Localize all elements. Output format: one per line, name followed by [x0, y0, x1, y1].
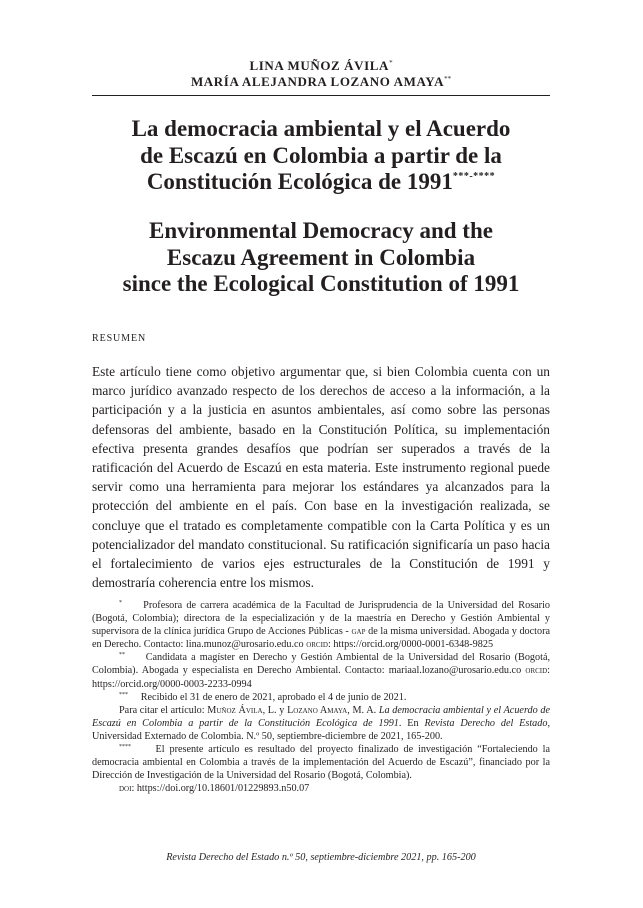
doi-link[interactable]: : https://doi.org/10.18601/01229893.n50.07 — [131, 783, 310, 795]
author-2-footnote-mark[interactable]: ** — [444, 75, 452, 83]
footnote-2-text: Candidata a magíster en Derecho y Gestión Ambiental de la Universidad del Rosario (Bogotá, Colombia). Abogada y especialista en Derecho Ambiental. Contacto: mariaal.lozano@urosario.edu.co — [92, 652, 551, 677]
title-footnote-mark[interactable]: ***-**** — [452, 171, 496, 182]
footnote-1-orcid-label: orcid — [306, 639, 328, 651]
title-english — [92, 218, 550, 298]
footnote-1-text-2: de la misma universidad. Abogada y doctora en Derecho. Contacto: lina.munoz@urosario.edu.co — [92, 626, 550, 651]
footnote-1 — [92, 599, 550, 651]
citation-prefix: Para citar el artículo: — [119, 704, 205, 716]
citation-author-1: Muñoz Ávila — [207, 704, 263, 716]
citation-rest: , Universidad Externado de Colombia. N.º 50, septiembre-diciembre de 2021, 165-200. — [92, 717, 550, 742]
footnote-2-mark: ** — [119, 652, 125, 659]
footnote-2-orcid-link[interactable]: : https://orcid.org/0000-0003-2233-0994 — [92, 665, 551, 690]
footnotes — [92, 599, 550, 795]
author-1-name: LINA MUÑOZ ÁVILA — [249, 58, 390, 73]
citation-journal: Revista Derecho del Estado — [424, 717, 548, 729]
footnote-1-mark: * — [119, 600, 122, 606]
footnote-3-citation — [92, 704, 550, 743]
title-en-line-2: Escazu Agreement in Colombia — [166, 244, 476, 270]
footnote-1-orcid-link[interactable]: : https://orcid.org/0000-0001-6348-9825 — [327, 639, 494, 651]
title-es-line-3: Constitución Ecológica de 1991 — [146, 169, 453, 194]
citation-after: , M. A. — [347, 704, 377, 716]
citation-title: La democracia ambiental y el Acuerdo de Escazú en Colombia a partir de la Constitución Ecológica de 1991 — [92, 704, 551, 729]
footnote-4-text: El presente artículo es resultado del proyecto finalizado de investigación “Fortaleciendo la democracia ambiental en Colombia a través de la implementación del Acuerdo de Escazú”, financiado por la Dirección de Investigación de la Universidad del Rosario (Bogotá, Colombia). — [92, 744, 551, 782]
footnote-4 — [92, 743, 550, 782]
footnote-3-received: Recibido el 31 de enero de 2021, aprobado el 4 de junio de 2021. — [140, 691, 407, 703]
citation-mid: , L. y — [262, 704, 285, 716]
citation-author-2: Lozano Amaya — [287, 704, 348, 716]
footnote-1-gap-acronym: gap — [351, 626, 366, 638]
author-2 — [92, 74, 550, 90]
author-block — [92, 58, 550, 90]
title-spanish — [92, 116, 550, 196]
citation-en: . En — [398, 717, 419, 729]
header-rule — [92, 95, 550, 96]
footnote-1-text: Profesora de carrera académica de la Facultad de Jurisprudencia de la Universidad del Rosario (Bogotá, Colombia); directora de la especialización y de la maestría en Derecho y Gestión Ambiental y supervisora de la clínica jurídica Grupo de Acciones Públicas - — [92, 600, 551, 638]
footnote-4-mark: **** — [119, 744, 131, 751]
footnote-3 — [92, 691, 550, 704]
title-es-line-1: La democracia ambiental y el Acuerdo — [131, 116, 511, 141]
title-es-line-2: de Escazú en Colombia a partir de la — [140, 142, 502, 168]
doi-label: doi — [119, 783, 132, 795]
title-en-line-3: since the Ecological Constitution of 1991 — [122, 271, 520, 296]
author-2-name: MARÍA ALEJANDRA LOZANO AMAYA — [190, 74, 445, 89]
running-footer: Revista Derecho del Estado n.º 50, septiembre-diciembre 2021, pp. 165-200 — [166, 852, 476, 863]
author-1 — [92, 58, 550, 74]
footnote-2 — [92, 651, 550, 690]
footnote-2-orcid-label: orcid — [525, 665, 548, 677]
title-en-line-1: Environmental Democracy and the — [149, 218, 493, 243]
footnote-3-mark: *** — [119, 691, 128, 698]
footnote-4-doi — [92, 782, 550, 795]
abstract-label: RESUMEN — [92, 333, 147, 344]
abstract-text: Este artículo tiene como objetivo argumentar que, si bien Colombia cuenta con un marco jurídico avanzado respecto de los derechos de acceso a la información, a la participación y a la justicia en asuntos ambientales, así como sobre las personas defensoras del ambiente, basado en la Constitución Política, su implementación efectiva presenta grandes desafíos que podrían ser superados a través de la ratificación del Acuerdo de Escazú en esta materia. Este instrumento regional puede servir como una herramienta para mejorar los estándares ya alcanzados para la protección del ambiente en el país. Con base en la investigación realizada, se concluye que el tratado es completamente compatible con la Carta Política y es un potencializador del mandato constitucional. Su ratificación significaría un paso hacia el fortalecimiento de varios ejes estructurales de la Constitución de 1991 y demostraría coherencia entre los mismos. — [92, 364, 550, 591]
author-1-footnote-mark[interactable]: * — [389, 59, 393, 67]
